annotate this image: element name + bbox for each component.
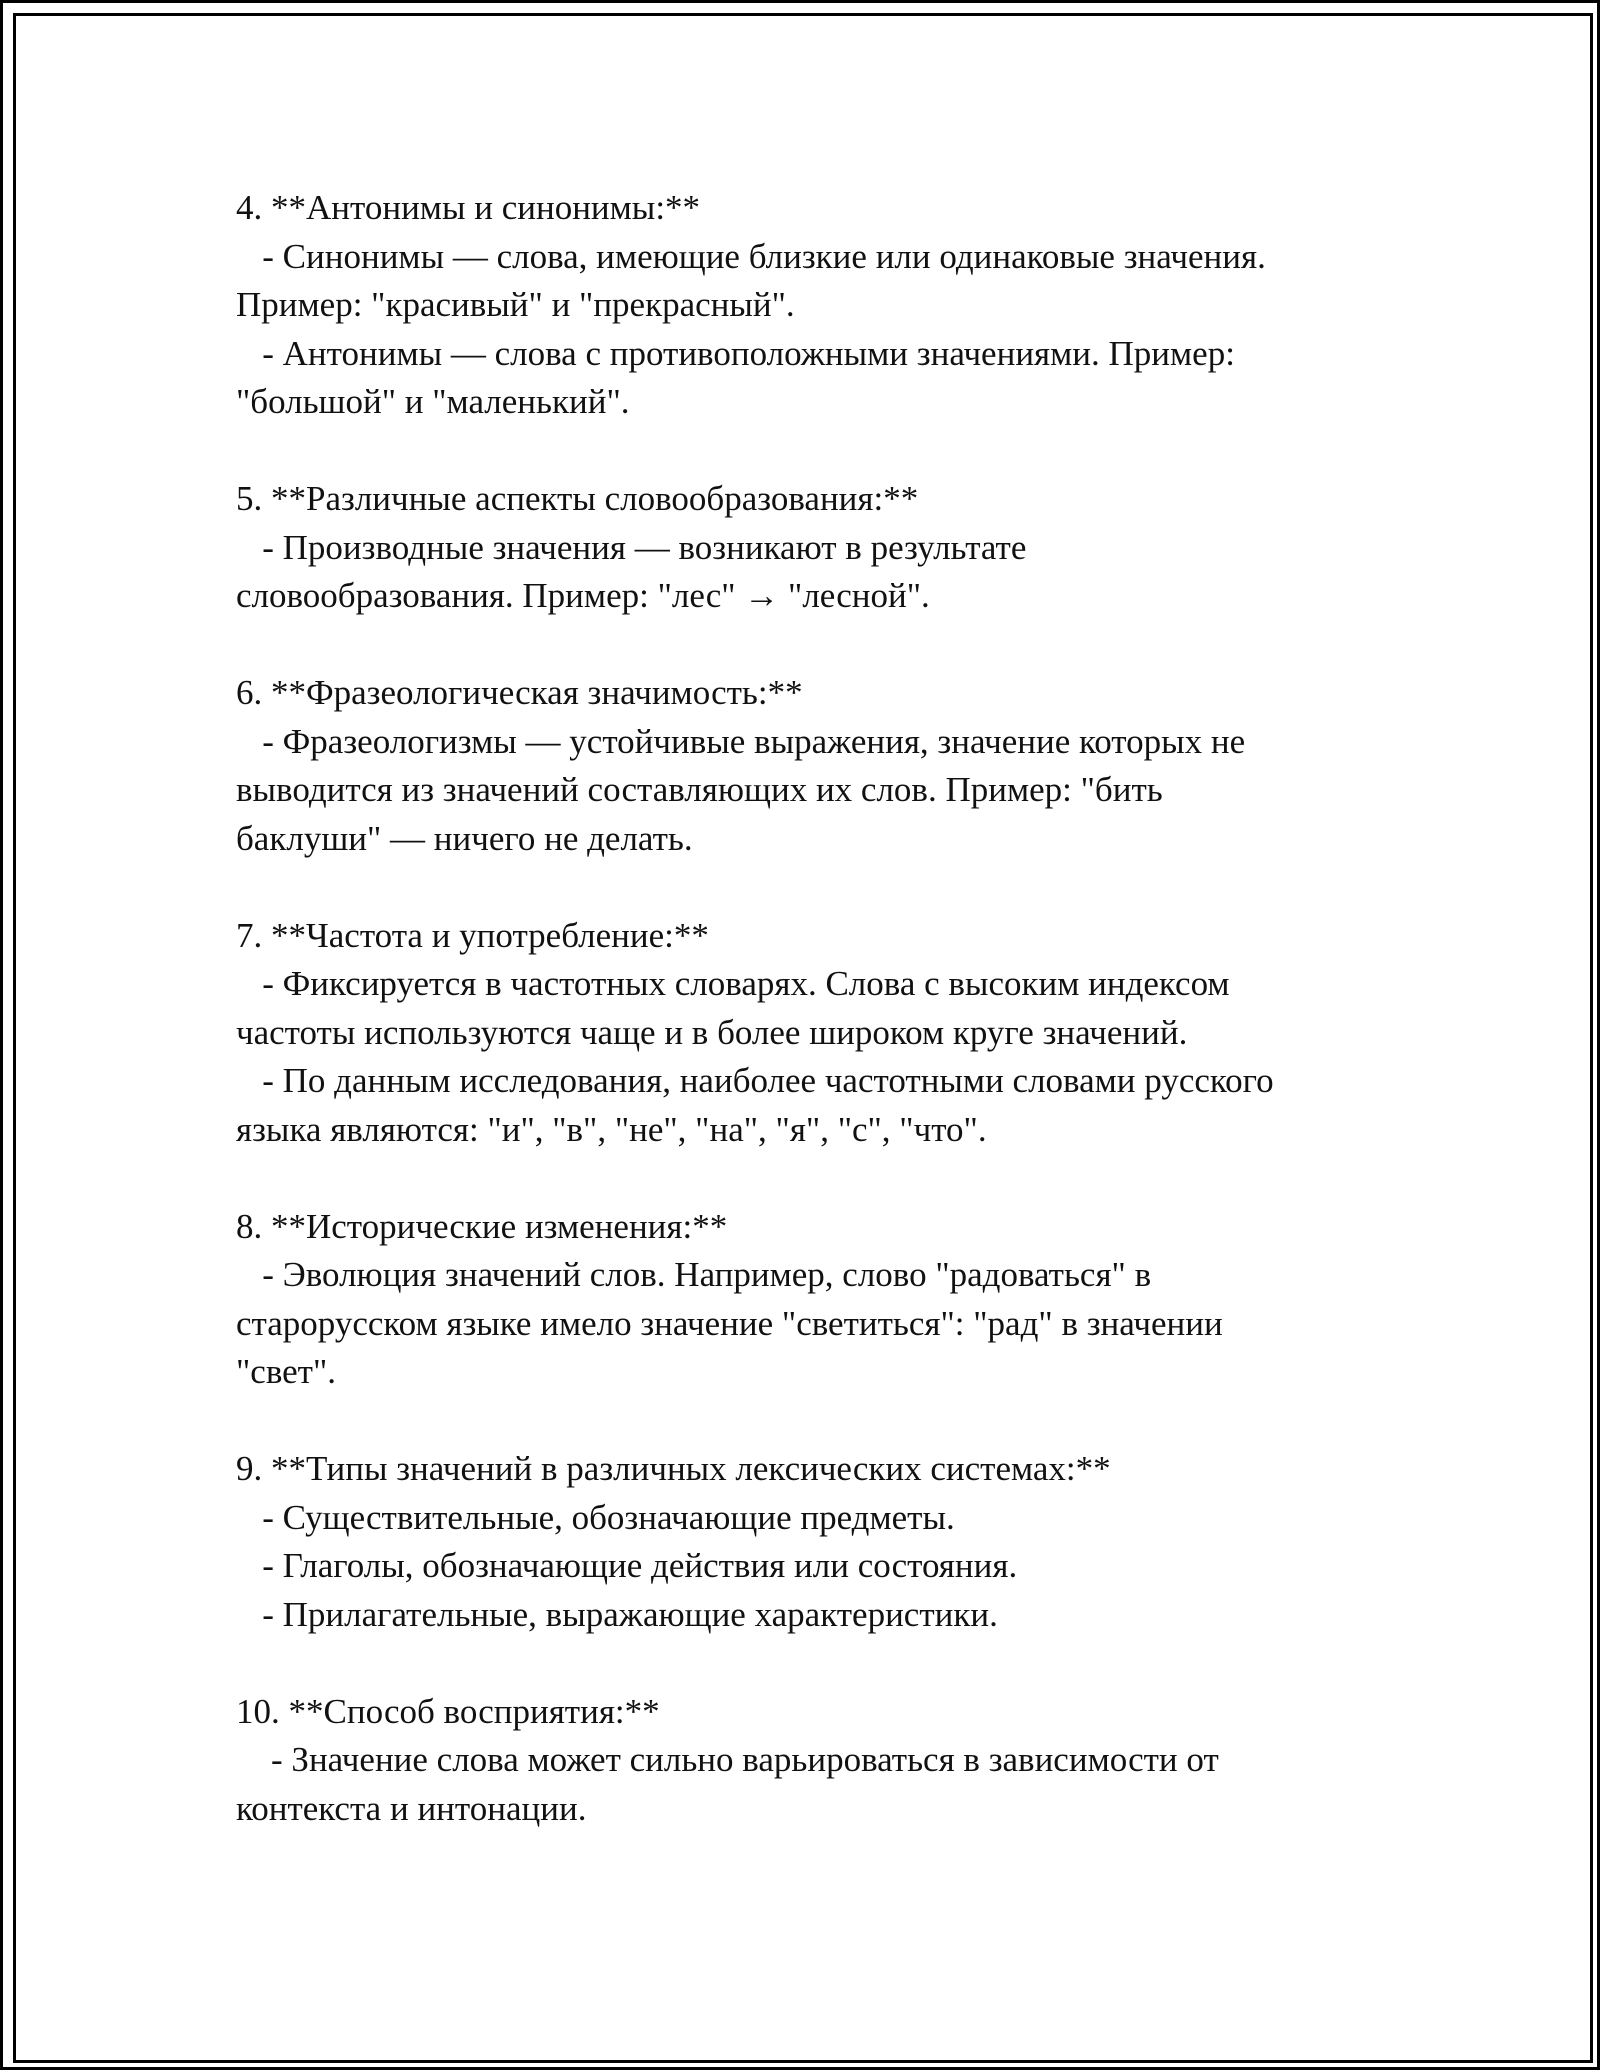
section-10: [236, 1688, 1396, 1834]
section-heading: 7. **Частота и употребление:**: [236, 915, 709, 955]
section-line: - Производные значения — возникают в результате: [236, 527, 1027, 567]
section-line: - Прилагательные, выражающие характеристики.: [236, 1594, 998, 1634]
section-6: [236, 669, 1396, 863]
paragraph-spacer: [236, 1154, 1396, 1203]
paragraph-spacer: [236, 1639, 1396, 1688]
section-9: [236, 1445, 1396, 1639]
section-line: Пример: "красивый" и "прекрасный".: [236, 285, 795, 324]
section-line: - Синонимы — слова, имеющие близкие или одинаковые значения.: [236, 236, 1266, 276]
section-line: языка являются: "и", "в", "не", "на", "я", "с", "что".: [236, 1109, 987, 1149]
section-line: - Фразеологизмы — устойчивые выражения, значение которых не: [236, 721, 1246, 761]
section-heading: 6. **Фразеологическая значимость:**: [236, 673, 803, 712]
section-heading: 4. **Антонимы и синонимы:**: [236, 188, 701, 227]
paragraph-spacer: [236, 621, 1396, 670]
paragraph-spacer: [236, 1397, 1396, 1446]
section-line: - Значение слова может сильно варьироваться в зависимости от: [236, 1740, 1219, 1779]
section-line: частоты используются чаще и в более широком круге значений.: [236, 1012, 1188, 1052]
section-7: [236, 912, 1396, 1155]
paragraph-spacer: [236, 427, 1396, 476]
paragraph-spacer: [236, 863, 1396, 912]
section-line: - По данным исследования, наиболее частотными словами русского: [236, 1061, 1274, 1100]
section-5: [236, 475, 1396, 621]
section-heading: 8. **Исторические изменения:**: [236, 1206, 728, 1246]
section-heading: 5. **Различные аспекты словообразования:**: [236, 479, 919, 518]
document-body: [236, 184, 1396, 1833]
section-line: контекста и интонации.: [236, 1788, 587, 1828]
section-line: - Эволюция значений слов. Например, слово "радоваться" в: [236, 1255, 1152, 1294]
section-line: "большой" и "маленький".: [236, 382, 630, 421]
section-line: - Антонимы — слова с противоположными значениями. Пример:: [236, 333, 1235, 373]
section-heading: 10. **Способ восприятия:**: [236, 1691, 660, 1731]
section-line: "свет".: [236, 1352, 337, 1391]
section-4: [236, 184, 1396, 427]
section-line: выводится из значений составляющих их слов. Пример: "бить: [236, 770, 1163, 809]
section-line: - Фиксируется в частотных словарях. Слова с высоким индексом: [236, 964, 1230, 1003]
section-line: старорусском языке имело значение "светиться": "рад" в значении: [236, 1303, 1223, 1343]
section-line: словообразования. Пример: "лес" → "лесной".: [236, 576, 930, 615]
section-line: баклуши" — ничего не делать.: [236, 818, 693, 858]
section-line: - Существительные, обозначающие предметы.: [236, 1497, 955, 1537]
section-heading: 9. **Типы значений в различных лексических системах:**: [236, 1449, 1111, 1488]
section-line: - Глаголы, обозначающие действия или состояния.: [236, 1546, 1018, 1585]
section-8: [236, 1203, 1396, 1397]
